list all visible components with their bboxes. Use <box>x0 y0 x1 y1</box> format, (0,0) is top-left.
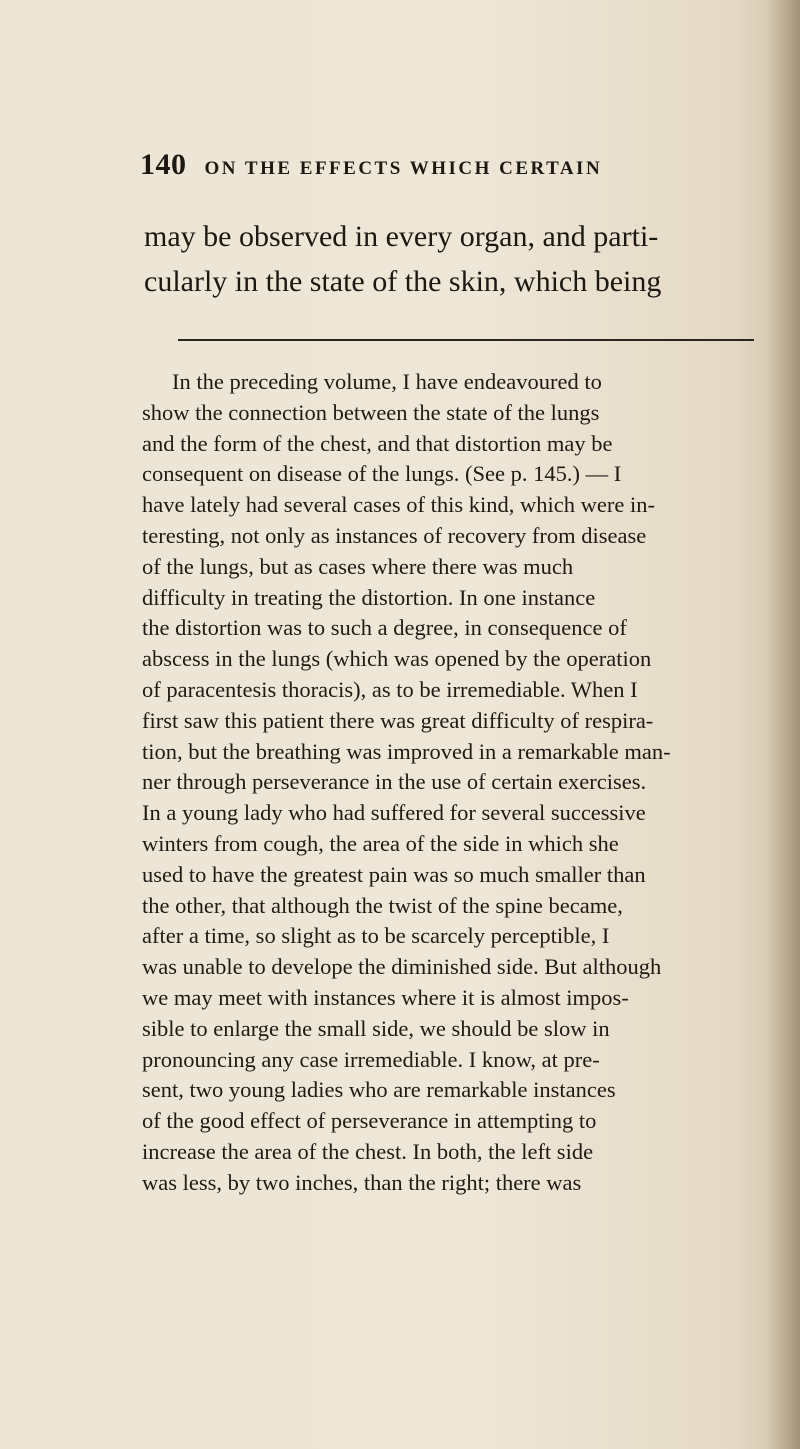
footnote-line: abscess in the lungs (which was opened by the operation <box>142 646 652 672</box>
footnote-line: consequent on disease of the lungs. (See p. 145.) — I <box>142 461 622 487</box>
footnote-line: we may meet with instances where it is almost impos- <box>142 984 629 1010</box>
footnote-line: have lately had several cases of this kind, which were in- <box>142 492 655 518</box>
body-line: may be observed in every organ, and parti- <box>144 220 659 253</box>
footnote-line: tion, but the breathing was improved in a remarkable man- <box>142 738 671 764</box>
footnote-line: of the lungs, but as cases where there was much <box>142 553 574 579</box>
footnote-line: after a time, so slight as to be scarcely perceptible, I <box>142 923 610 949</box>
footnote-line: of paracentesis thoracis), as to be irremediable. When I <box>142 676 638 702</box>
footnote-line: winters from cough, the area of the side in which she <box>142 830 619 856</box>
footnote-line: sible to enlarge the small side, we should be slow in <box>142 1015 610 1041</box>
footnote-line: was less, by two inches, than the right; there was <box>142 1169 582 1195</box>
footnote-line: first saw this patient there was great difficulty of respira- <box>142 707 654 733</box>
footnote-line: teresting, not only as instances of recovery from disease <box>142 522 647 548</box>
page-header <box>140 148 602 182</box>
footnote-line: the distortion was to such a degree, in consequence of <box>142 615 627 641</box>
running-head: ON THE EFFECTS WHICH CERTAIN <box>204 158 603 179</box>
footnote-line: In a young lady who had suffered for several successive <box>142 800 646 826</box>
footnote-line: difficulty in treating the distortion. In one instance <box>142 584 596 610</box>
footnote-line: In the preceding volume, I have endeavoured to <box>172 369 602 394</box>
footnote-line: pronouncing any case irremediable. I know, at pre- <box>142 1046 600 1072</box>
footnote <box>142 367 762 1199</box>
body-text <box>144 214 744 304</box>
footnote-rule <box>178 339 754 341</box>
footnote-line: the other, that although the twist of the spine became, <box>142 892 623 918</box>
footnote-line: show the connection between the state of the lungs <box>142 399 600 425</box>
footnote-line: increase the area of the chest. In both, the left side <box>142 1138 594 1164</box>
footnote-line: used to have the greatest pain was so much smaller than <box>142 861 646 887</box>
footnote-line: of the good effect of perseverance in attempting to <box>142 1108 597 1134</box>
footnote-line: and the form of the chest, and that distortion may be <box>142 430 613 456</box>
footnote-line: ner through perseverance in the use of certain exercises. <box>142 769 647 795</box>
footnote-line: was unable to develope the diminished side. But although <box>142 954 662 980</box>
page-edge-shadow <box>766 0 800 1449</box>
body-line: cularly in the state of the skin, which being <box>144 265 662 298</box>
footnote-line: sent, two young ladies who are remarkable instances <box>142 1077 616 1103</box>
page-number: 140 <box>140 148 187 181</box>
